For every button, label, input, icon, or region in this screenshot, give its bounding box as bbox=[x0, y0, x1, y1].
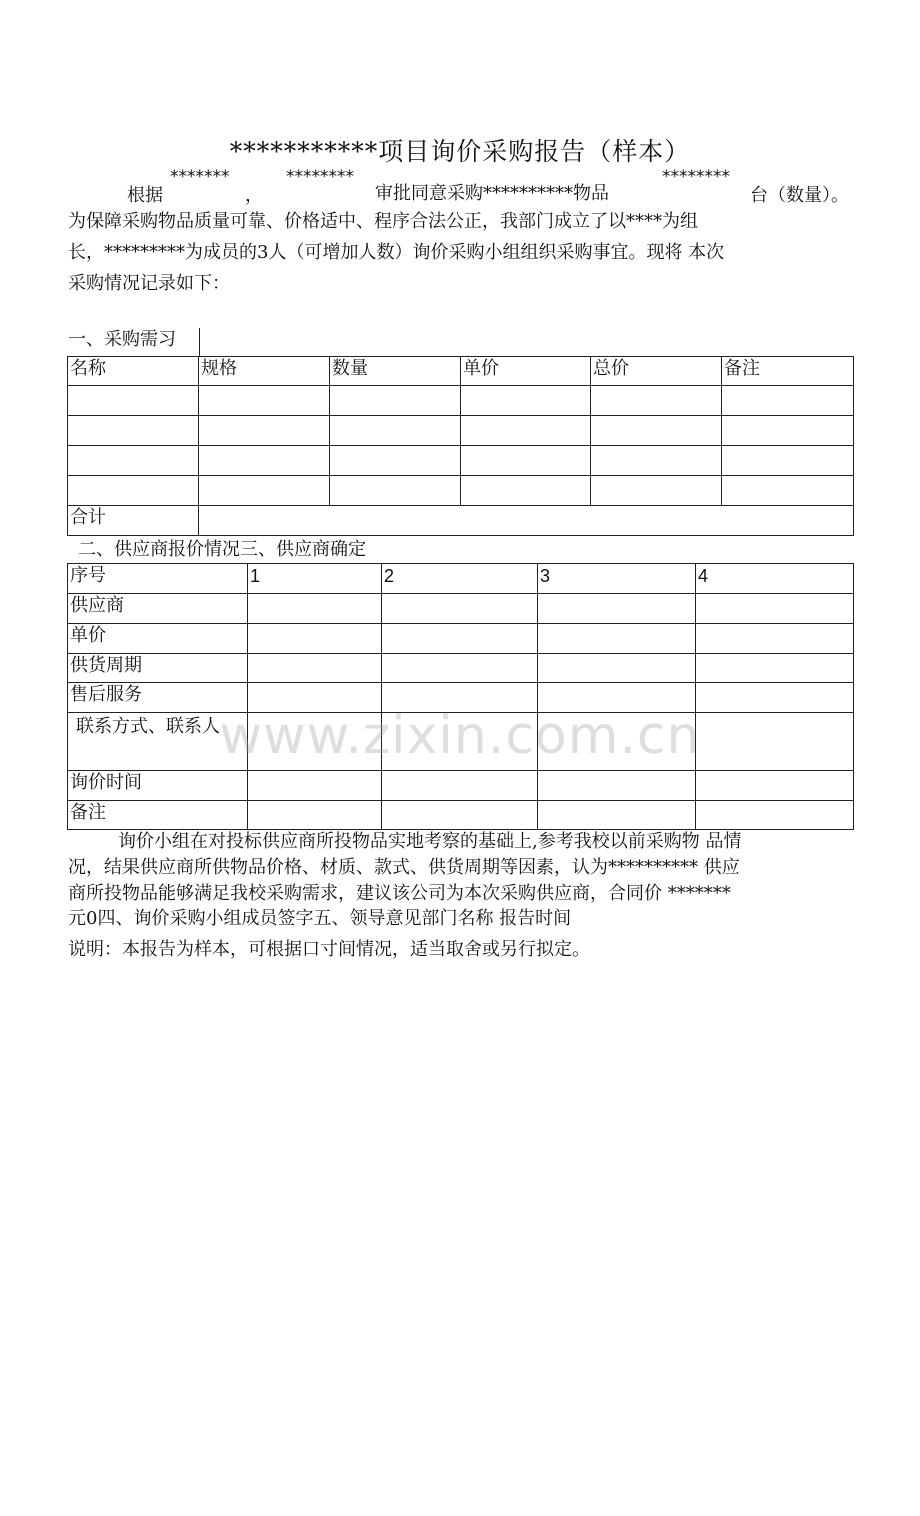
table-row bbox=[68, 386, 854, 416]
conclusion-line-2: 况，结果供应商所供物品价格、材质、款式、供货周期等因素，认为********** 供应 bbox=[68, 857, 740, 878]
req-total-value[interactable] bbox=[199, 506, 854, 536]
table-cell[interactable] bbox=[696, 771, 854, 801]
table-cell[interactable] bbox=[199, 476, 330, 506]
intro-stars-2: ******** bbox=[286, 167, 354, 187]
table-row bbox=[68, 416, 854, 446]
table-row bbox=[68, 771, 854, 801]
table-cell[interactable] bbox=[68, 416, 199, 446]
intro-line-4: 采购情况记录如下： bbox=[68, 273, 230, 294]
table-cell[interactable] bbox=[248, 594, 382, 624]
table-cell[interactable] bbox=[461, 416, 591, 446]
table-cell[interactable] bbox=[382, 801, 538, 830]
table-cell[interactable] bbox=[696, 654, 854, 683]
req-header-unit-price: 单价 bbox=[461, 357, 591, 386]
table-cell[interactable] bbox=[461, 446, 591, 476]
suppliers-table bbox=[67, 563, 854, 830]
sup-row-label-remarks: 备注 bbox=[68, 801, 248, 830]
intro-text-b: 审批同意采购**********物品 bbox=[375, 183, 609, 204]
intro-comma: ， bbox=[245, 185, 263, 206]
conclusion-line-4: 元0四、询价采购小组成员签字五、领导意见部门名称 报告时间 bbox=[68, 908, 572, 929]
footnote: 说明：本报告为样本，可根据口寸间情况，适当取舍或另行拟定。 bbox=[68, 939, 590, 960]
requirements-table bbox=[67, 356, 854, 536]
conclusion-line-1: 询价小组在对投标供应商所投物品实地考察的基础上,参考我校以前采购物 品情 bbox=[118, 831, 742, 852]
table-cell[interactable] bbox=[330, 386, 461, 416]
section2-heading: 二、供应商报价情况三、供应商确定 bbox=[78, 539, 366, 560]
conclusion-line-3: 商所投物品能够满足我校采购需求，建议该公司为本次采购供应商，合同价 ******* bbox=[68, 883, 731, 904]
table-row bbox=[68, 801, 854, 830]
table-cell[interactable] bbox=[382, 771, 538, 801]
req-header-name: 名称 bbox=[68, 357, 199, 386]
table-cell[interactable] bbox=[538, 624, 696, 654]
table-cell[interactable] bbox=[382, 594, 538, 624]
section1-heading: 一、采购需习 bbox=[68, 329, 176, 350]
table-cell[interactable] bbox=[696, 624, 854, 654]
sup-row-label-contact: 联系方式、联系人 bbox=[68, 713, 248, 771]
req-total-label: 合计 bbox=[68, 506, 199, 536]
table-cell[interactable] bbox=[382, 624, 538, 654]
table-cell[interactable] bbox=[538, 771, 696, 801]
sup-row-label-supplier: 供应商 bbox=[68, 594, 248, 624]
req-header-total-price: 总价 bbox=[591, 357, 722, 386]
sup-header-col-4: 4 bbox=[696, 564, 854, 594]
table-cell[interactable] bbox=[538, 801, 696, 830]
table-cell[interactable] bbox=[248, 624, 382, 654]
table-row bbox=[68, 624, 854, 654]
requirements-header-row bbox=[68, 357, 854, 386]
table-cell[interactable] bbox=[591, 476, 722, 506]
table-cell[interactable] bbox=[330, 416, 461, 446]
watermark: www.zixin.com.cn bbox=[219, 706, 701, 766]
sup-header-index: 序号 bbox=[68, 564, 248, 594]
intro-stars-3: ******** bbox=[662, 167, 730, 187]
req-header-quantity: 数量 bbox=[330, 357, 461, 386]
table-cell[interactable] bbox=[722, 386, 854, 416]
intro-line-3: 长，*********为成员的3人（可增加人数）询价采购小组组织采购事宜。现将 本次 bbox=[68, 242, 725, 263]
req-header-remarks: 备注 bbox=[722, 357, 854, 386]
table-cell[interactable] bbox=[538, 654, 696, 683]
table-cell[interactable] bbox=[68, 446, 199, 476]
table-cell[interactable] bbox=[591, 446, 722, 476]
table-cell[interactable] bbox=[248, 771, 382, 801]
page-title: ***********项目询价采购报告（样本） bbox=[229, 137, 691, 166]
table-cell[interactable] bbox=[330, 476, 461, 506]
table-cell[interactable] bbox=[538, 594, 696, 624]
section1-divider bbox=[199, 328, 200, 356]
sup-header-col-1: 1 bbox=[248, 564, 382, 594]
table-cell[interactable] bbox=[68, 386, 199, 416]
table-cell[interactable] bbox=[199, 386, 330, 416]
table-row bbox=[68, 476, 854, 506]
table-cell[interactable] bbox=[696, 801, 854, 830]
table-cell[interactable] bbox=[248, 801, 382, 830]
table-row bbox=[68, 446, 854, 476]
sup-row-label-unit-price: 单价 bbox=[68, 624, 248, 654]
table-cell[interactable] bbox=[591, 386, 722, 416]
table-cell[interactable] bbox=[199, 446, 330, 476]
intro-text-c: 台（数量）。 bbox=[750, 185, 849, 206]
table-cell[interactable] bbox=[696, 594, 854, 624]
table-cell[interactable] bbox=[248, 654, 382, 683]
sup-header-col-3: 3 bbox=[538, 564, 696, 594]
req-header-spec: 规格 bbox=[199, 357, 330, 386]
table-cell[interactable] bbox=[382, 654, 538, 683]
table-cell[interactable] bbox=[722, 476, 854, 506]
table-cell[interactable] bbox=[199, 416, 330, 446]
requirements-total-row bbox=[68, 506, 854, 536]
table-cell[interactable] bbox=[722, 416, 854, 446]
intro-stars-1: ******* bbox=[170, 167, 230, 187]
sup-row-label-after-sales: 售后服务 bbox=[68, 683, 248, 713]
table-cell[interactable] bbox=[722, 446, 854, 476]
suppliers-header-row bbox=[68, 564, 854, 594]
table-row bbox=[68, 654, 854, 683]
table-cell[interactable] bbox=[330, 446, 461, 476]
table-row bbox=[68, 594, 854, 624]
sup-row-label-delivery: 供货周期 bbox=[68, 654, 248, 683]
table-cell[interactable] bbox=[461, 476, 591, 506]
table-cell[interactable] bbox=[461, 386, 591, 416]
table-cell[interactable] bbox=[591, 416, 722, 446]
table-cell[interactable] bbox=[68, 476, 199, 506]
intro-text-a: 根据 bbox=[127, 185, 163, 206]
sup-row-label-inquiry-time: 询价时间 bbox=[68, 771, 248, 801]
sup-header-col-2: 2 bbox=[382, 564, 538, 594]
intro-line-2: 为保障采购物品质量可靠、价格适中、程序合法公正，我部门成立了以****为组 bbox=[68, 211, 698, 232]
